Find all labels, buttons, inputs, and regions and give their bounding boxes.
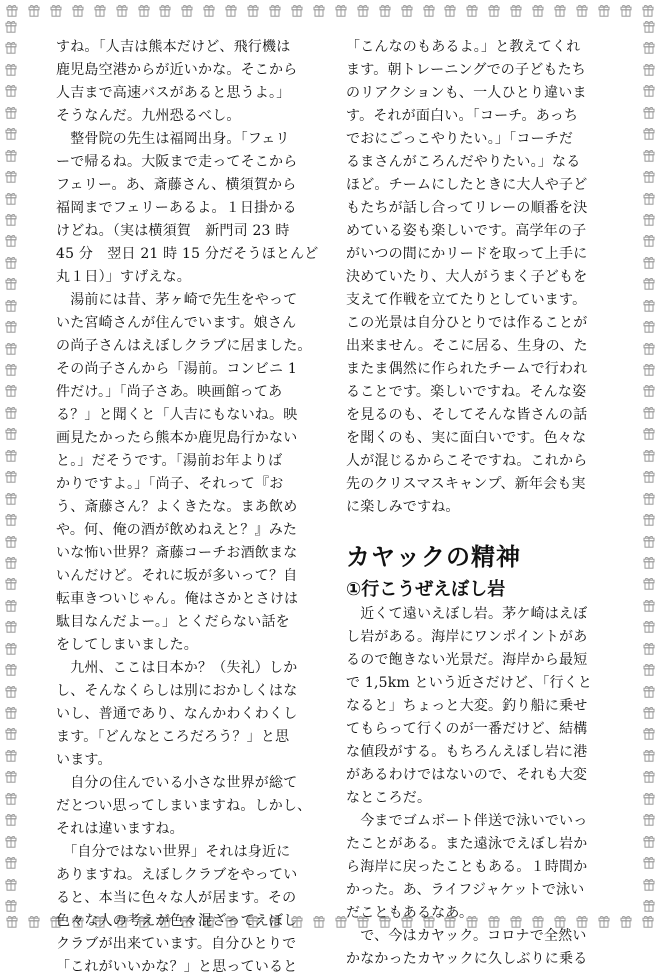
- gift-icon: [643, 320, 655, 333]
- text-line: いな怖い世界？斎藤コーチお酒飲まな: [56, 545, 298, 561]
- gift-icon: [5, 685, 17, 698]
- text-line: 近くて遠いえぼし岩。茅ケ崎はえぼ: [346, 606, 588, 622]
- gift-icon: [423, 4, 435, 17]
- gift-icon: [5, 213, 17, 226]
- gift-icon: [643, 642, 655, 655]
- gift-icon: [5, 299, 17, 312]
- text-line: 整骨院の先生は福岡出身。「フェリ: [56, 131, 290, 147]
- gift-icon: [643, 213, 655, 226]
- gift-icon: [94, 4, 106, 17]
- text-line: だとつい思ってしまいますね。しかし、: [56, 798, 312, 814]
- right-column: [346, 36, 614, 971]
- gift-icon: [466, 4, 478, 17]
- text-line: し岩がある。海岸にワンポイントがあ: [346, 629, 588, 645]
- gift-icon: [5, 492, 17, 505]
- text-line: 人吉まで高速バスがあると思うよ。」: [56, 85, 291, 101]
- text-line: ありますね。えぼしクラブをやってい: [56, 867, 298, 883]
- text-line: もたちが話し合ってリレーの順番を決: [346, 200, 588, 216]
- gift-icon: [5, 620, 17, 633]
- gift-icon: [554, 4, 566, 17]
- gift-icon: [643, 149, 655, 162]
- text-line: るので飽きない光景だ。海岸から最短: [346, 652, 588, 668]
- text-line: ることです。楽しいですね。そんな姿: [346, 384, 587, 400]
- text-line: かなかったカヤックに久しぶりに乗る: [346, 951, 588, 967]
- text-line: たことがある。また遠泳でえぼし岩か: [346, 836, 588, 852]
- right-column-text-bottom: [346, 603, 614, 971]
- gift-icon: [225, 4, 237, 17]
- text-line: がいつの間にかリードを取って上手に: [346, 246, 588, 262]
- gift-icon: [643, 620, 655, 633]
- text-line: 福岡までフェリーあるよ。１日掛かる: [56, 200, 297, 216]
- gift-icon: [5, 84, 17, 97]
- gift-icon: [643, 835, 655, 848]
- text-line: かった。あ、ライフジャケットで泳い: [346, 882, 585, 898]
- gift-icon: [5, 835, 17, 848]
- gift-icon: [138, 4, 150, 17]
- gift-icon: [643, 277, 655, 290]
- gift-icon: [5, 41, 17, 54]
- sub-heading: ①行こうぜえぼし岩: [346, 579, 506, 600]
- gift-icon: [5, 556, 17, 569]
- text-line: ます。朝トレーニングでの子どもたち: [346, 62, 586, 78]
- text-line: 湯前には昔、茅ヶ崎で先生をやって: [56, 292, 298, 308]
- text-line: 出来ません。そこに居る、生身の、た: [346, 338, 588, 354]
- gift-icon: [5, 727, 17, 740]
- text-line: で、今はカヤック。コロナで全然い: [346, 928, 587, 944]
- gift-icon: [643, 556, 655, 569]
- right-column-text-top: [346, 36, 614, 519]
- border-right: [643, 20, 655, 912]
- gift-icon: [643, 599, 655, 612]
- gift-icon: [532, 4, 544, 17]
- gift-icon: [159, 4, 171, 17]
- text-line: し、そんなくらしは別におかしくはな: [56, 683, 298, 699]
- gift-icon: [643, 20, 655, 33]
- gift-icon: [5, 127, 17, 140]
- text-line: 今までゴムボート伴送で泳いでいっ: [346, 813, 588, 829]
- gift-icon: [643, 577, 655, 590]
- gift-icon: [643, 878, 655, 891]
- gift-icon: [643, 856, 655, 869]
- text-line: 画見たかったら熊本か鹿児島行かない: [56, 430, 298, 446]
- gift-icon: [5, 192, 17, 205]
- gift-icon: [643, 84, 655, 97]
- gift-icon: [643, 427, 655, 440]
- gift-icon: [5, 899, 17, 912]
- gift-icon: [643, 492, 655, 505]
- text-line: を聞くのも、実に面白いです。色々な: [346, 430, 587, 446]
- gift-icon: [643, 685, 655, 698]
- gift-icon: [643, 234, 655, 247]
- gift-icon: [5, 106, 17, 119]
- gift-icon: [643, 256, 655, 269]
- text-line: 支えて作戦を立てたりとしています。: [346, 292, 587, 308]
- border-top: [6, 4, 654, 17]
- gift-icon: [291, 4, 303, 17]
- gift-icon: [72, 4, 84, 17]
- text-line: があるわけではないので、それも大変: [346, 767, 588, 783]
- text-line: 色々な人の考えが色々混ざってえぼし: [56, 913, 298, 929]
- gift-icon: [5, 277, 17, 290]
- gift-icon: [643, 363, 655, 376]
- text-line: 丸１日）」すげえな。: [56, 269, 191, 285]
- newsletter-page: [56, 36, 610, 975]
- gift-icon: [181, 4, 193, 17]
- text-line: なると」ちょっと大変。釣り船に乗せ: [346, 698, 588, 714]
- gift-icon: [5, 577, 17, 590]
- gift-icon: [5, 513, 17, 526]
- text-line: を見るのも、そしてそんな皆さんの話: [346, 407, 588, 423]
- section-spacer: [346, 519, 614, 538]
- gift-icon: [5, 63, 17, 76]
- gift-icon: [5, 599, 17, 612]
- gift-icon: [5, 20, 17, 33]
- gift-icon: [5, 792, 17, 805]
- gift-icon: [313, 4, 325, 17]
- text-line: すね。「人吉は熊本だけど、飛行機は: [56, 39, 291, 55]
- text-line: けどね。（実は横須賀 新門司 23 時: [56, 223, 290, 239]
- gift-icon: [5, 256, 17, 269]
- text-line: そうなんだ。九州恐るべし。: [56, 108, 241, 124]
- gift-icon: [643, 470, 655, 483]
- text-line: いんだけど。それに坂が多いって？自: [56, 568, 298, 584]
- gift-icon: [643, 127, 655, 140]
- gift-icon: [642, 4, 654, 17]
- text-line: で 1,5km という近さだけど、「行くと: [346, 675, 593, 691]
- gift-icon: [5, 170, 17, 183]
- gift-icon: [643, 406, 655, 419]
- gift-icon: [5, 642, 17, 655]
- gift-icon: [643, 535, 655, 548]
- gift-icon: [488, 4, 500, 17]
- gift-icon: [643, 192, 655, 205]
- gift-icon: [335, 4, 347, 17]
- gift-icon: [5, 749, 17, 762]
- gift-icon: [5, 384, 17, 397]
- text-line: その尚子さんから「湯前。コンビニ 1: [56, 361, 297, 377]
- text-line: す。それが面白い。「コーチ。あっち: [346, 108, 579, 124]
- gift-icon: [643, 706, 655, 719]
- left-column: [56, 36, 324, 979]
- gift-icon: [643, 813, 655, 826]
- gift-icon: [5, 813, 17, 826]
- text-line: てもらって行くのが一番だけど、結構: [346, 721, 588, 737]
- text-line: や。何、俺の酒が飲めねえと？』みた: [56, 522, 298, 538]
- gift-icon: [5, 706, 17, 719]
- text-line: ると、本当に色々な人が居ます。その: [56, 890, 297, 906]
- gift-icon: [5, 663, 17, 676]
- text-line: クラブが出来ています。自分ひとりで: [56, 936, 297, 952]
- gift-icon: [5, 878, 17, 891]
- text-line: 先のクリスマスキャンプ、新年会も実: [346, 476, 586, 492]
- text-line: かりですよ。」「尚子、それって『お: [56, 476, 284, 492]
- gift-icon: [5, 856, 17, 869]
- border-left: [5, 20, 17, 912]
- gift-icon: [643, 170, 655, 183]
- text-line: に楽しみですね。: [346, 499, 460, 515]
- text-line: 自分の住んでいる小さな世界が総て: [56, 775, 298, 791]
- gift-icon: [643, 106, 655, 119]
- text-line: でおにごっこやりたい。」「コーチだ: [346, 131, 574, 147]
- gift-icon: [643, 342, 655, 355]
- text-line: 件だけ。」「尚子さあ。映画館ってあ: [56, 384, 283, 400]
- text-line: いし、普通であり、なんかわくわくし: [56, 706, 298, 722]
- gift-icon: [643, 41, 655, 54]
- gift-icon: [247, 4, 259, 17]
- text-line: 「こんなのもあるよ。」と教えてくれ: [346, 39, 581, 55]
- text-line: それは違いますね。: [56, 821, 184, 837]
- text-line: のリアクションも、一人ひとり違いま: [346, 85, 587, 101]
- gift-icon: [5, 449, 17, 462]
- gift-icon: [401, 4, 413, 17]
- gift-icon: [576, 4, 588, 17]
- gift-icon: [379, 4, 391, 17]
- gift-icon: [28, 915, 40, 928]
- gift-icon: [643, 449, 655, 462]
- gift-icon: [357, 4, 369, 17]
- text-line: 「自分ではない世界」それは身近に: [56, 844, 291, 860]
- gift-icon: [6, 4, 18, 17]
- text-line: な値段がする。もちろんえぼし岩に港: [346, 744, 588, 760]
- text-line: なところだ。: [346, 790, 432, 806]
- text-line: いた宮崎さんが住んでいます。娘さん: [56, 315, 297, 331]
- gift-icon: [643, 384, 655, 397]
- gift-icon: [28, 4, 40, 17]
- gift-icon: [643, 899, 655, 912]
- gift-icon: [50, 4, 62, 17]
- gift-icon: [5, 342, 17, 355]
- gift-icon: [643, 749, 655, 762]
- gift-icon: [5, 320, 17, 333]
- text-line: います。: [56, 752, 112, 768]
- text-line: るまさんがころんだやりたい。」なる: [346, 154, 581, 170]
- text-line: ほど。チームにしたときに大人や子ど: [346, 177, 588, 193]
- gift-icon: [5, 470, 17, 483]
- gift-icon: [620, 915, 632, 928]
- text-line: 駄目なんだよー。」とくだらない話を: [56, 614, 290, 630]
- gift-icon: [598, 4, 610, 17]
- gift-icon: [269, 4, 281, 17]
- gift-icon: [444, 4, 456, 17]
- gift-icon: [510, 4, 522, 17]
- gift-icon: [643, 792, 655, 805]
- gift-icon: [203, 4, 215, 17]
- gift-icon: [643, 299, 655, 312]
- gift-icon: [5, 535, 17, 548]
- section-heading: カヤックの精神: [346, 543, 521, 571]
- text-line: ます。「どんなところだろう？」と思: [56, 729, 290, 745]
- text-line: この光景は自分ひとりでは作ることが: [346, 315, 588, 331]
- text-line: またま偶然に作られたチームで行われ: [346, 361, 588, 377]
- text-line: と。」だそうです。「湯前お年よりば: [56, 453, 283, 469]
- text-line: だこともあるなあ。: [346, 905, 474, 921]
- text-line: 鹿児島空港からが近いかな。そこから: [56, 62, 298, 78]
- gift-icon: [620, 4, 632, 17]
- gift-icon: [643, 663, 655, 676]
- gift-icon: [5, 406, 17, 419]
- text-line: フェリー。あ、斎藤さん、横須賀から: [56, 177, 297, 193]
- text-line: の尚子さんはえぼしクラブに居ました。: [56, 338, 312, 354]
- text-line: 転車きついじゃん。俺はさかとさけは: [56, 591, 299, 607]
- text-line: めている姿も楽しいです。高学年の子: [346, 223, 587, 239]
- text-line: 九州、ここは日本か？（失礼）しか: [56, 660, 298, 676]
- gift-icon: [643, 770, 655, 783]
- text-line: 「これがいいかな？」と思っていると: [56, 959, 298, 975]
- gift-icon: [6, 915, 18, 928]
- text-line: 45 分 翌日 21 時 15 分だそうほとんど: [56, 246, 319, 262]
- gift-icon: [116, 4, 128, 17]
- text-line: ーで帰るね。大阪まで走ってそこから: [56, 154, 298, 170]
- text-line: ら海岸に戻ったこともある。１時間か: [346, 859, 588, 875]
- gift-icon: [5, 770, 17, 783]
- text-line: う、斎藤さん？よくきたな。まあ飲め: [56, 499, 298, 515]
- text-line: 決めていたり、大人がうまく子どもを: [346, 269, 588, 285]
- gift-icon: [643, 513, 655, 526]
- gift-icon: [5, 427, 17, 440]
- gift-icon: [5, 363, 17, 376]
- gift-icon: [643, 727, 655, 740]
- text-line: をしてしまいました。: [56, 637, 198, 653]
- gift-icon: [642, 915, 654, 928]
- gift-icon: [5, 234, 17, 247]
- gift-icon: [5, 149, 17, 162]
- text-line: 人が混じるからこそですね。これから: [346, 453, 588, 469]
- gift-icon: [643, 63, 655, 76]
- text-line: る？」と聞くと「人吉にもないね。映: [56, 407, 298, 423]
